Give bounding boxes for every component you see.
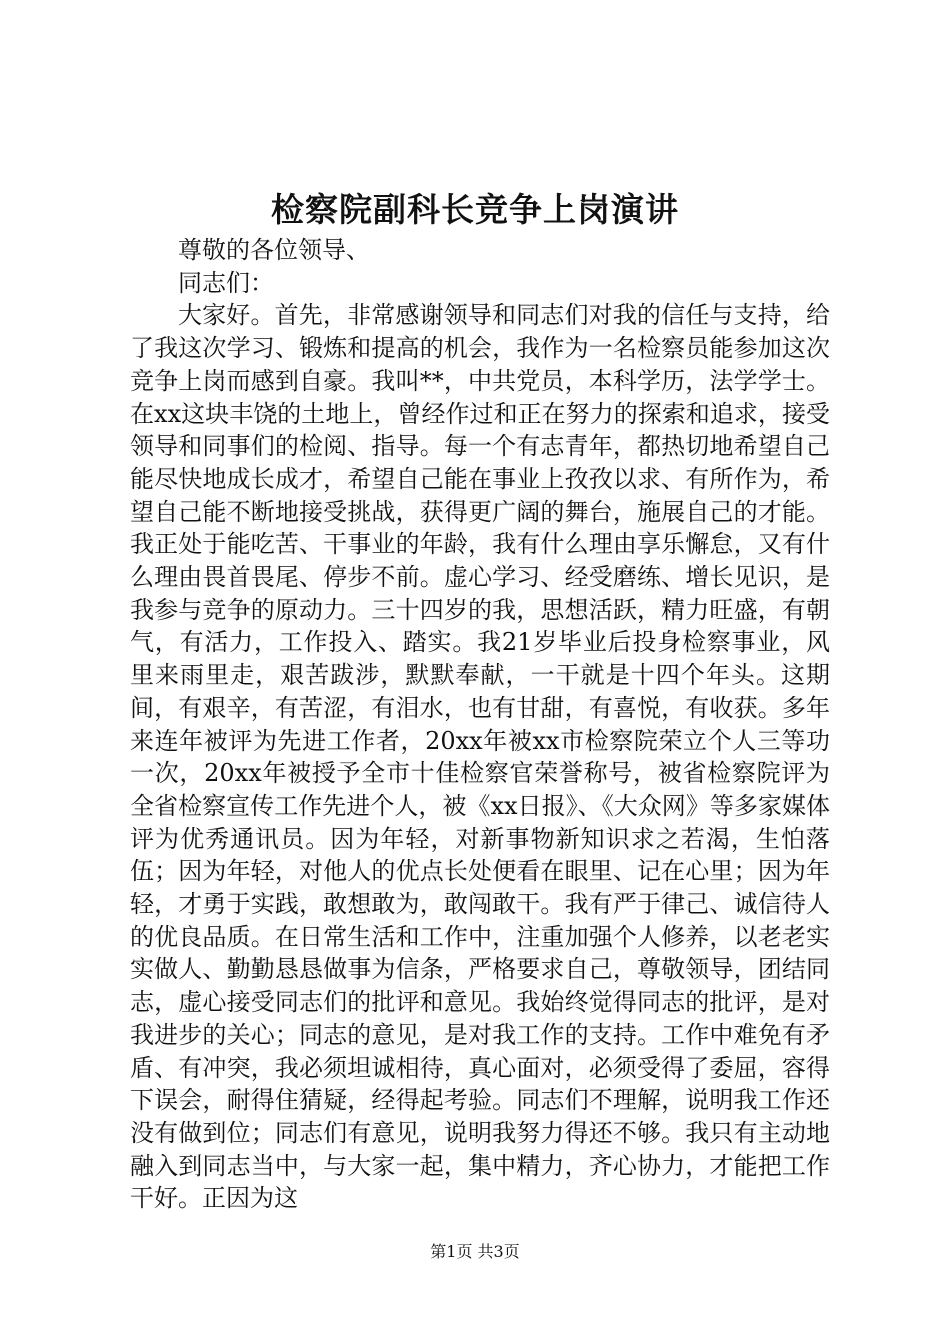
page-footer (0, 1240, 950, 1264)
page-total: 共3页 (477, 1242, 520, 1261)
body-paragraph: 大家好。首先，非常感谢领导和同志们对我的信任与支持，给了我这次学习、锻炼和提高的机会，我作为一名检察员能参加这次竞争上岗而感到自豪。我叫**，中共党员，本科学历，法学学士。在xx这块丰饶的土地上，曾经作过和正在努力的探索和追求，接受领导和同事们的检阅、指导。每一个有志青年，都热切地希望自己能尽快地成长成才，希望自己能在事业上孜孜以求、有所作为，希望自己能不断地接受挑战，获得更广阔的舞台，施展自己的才能。我正处于能吃苦、干事业的年龄，我有什么理由享乐懈怠，又有什么理由畏首畏尾、停步不前。虚心学习、经受磨练、增长见识，是我参与竞争的原动力。三十四岁的我，思想活跃，精力旺盛，有朝气，有活力，工作投入、踏实。我21岁毕业后投身检察事业，风里来雨里走，艰苦跋涉，默默奉献，一干就是十四个年头。这期间，有艰辛，有苦涩，有泪水，也有甘甜，有喜悦，有收获。多年来连年被评为先进工作者，20xx年被xx市检察院荣立个人三等功一次，20xx年被授予全市十佳检察官荣誉称号，被省检察院评为全省检察宣传工作先进个人，被《xx日报》、《大众网》等多家媒体评为优秀通讯员。因为年轻，对新事物新知识求之若渴，生怕落伍；因为年轻，对他人的优点长处便看在眼里、记在心里；因为年轻，才勇于实践，敢想敢为，敢闯敢干。我有严于律己、诚信待人的优良品质。在日常生活和工作中，注重加强个人修养，以老老实实做人、勤勤恳恳做事为信条，严格要求自己，尊敬领导，团结同志，虚心接受同志们的批评和意见。我始终觉得同志的批评，是对我进步的关心；同志的意见，是对我工作的支持。工作中难免有矛盾、有冲突，我必须坦诚相待，真心面对，必须受得了委屈，容得下误会，耐得住猜疑，经得起考验。同志们不理解，说明我工作还没有做到位；同志们有意见，说明我努力得还不够。我只有主动地融入到同志当中，与大家一起，集中精力，齐心协力，才能把工作干好。正因为这 (130, 301, 830, 1213)
page-number: 第1页 (430, 1242, 473, 1261)
document-title: 检察院副科长竞争上岗演讲 (271, 190, 679, 229)
salutation-line-1: 尊敬的各位领导、 (178, 236, 370, 264)
salutation-line-2: 同志们： (178, 268, 274, 297)
document-body (130, 234, 830, 1215)
